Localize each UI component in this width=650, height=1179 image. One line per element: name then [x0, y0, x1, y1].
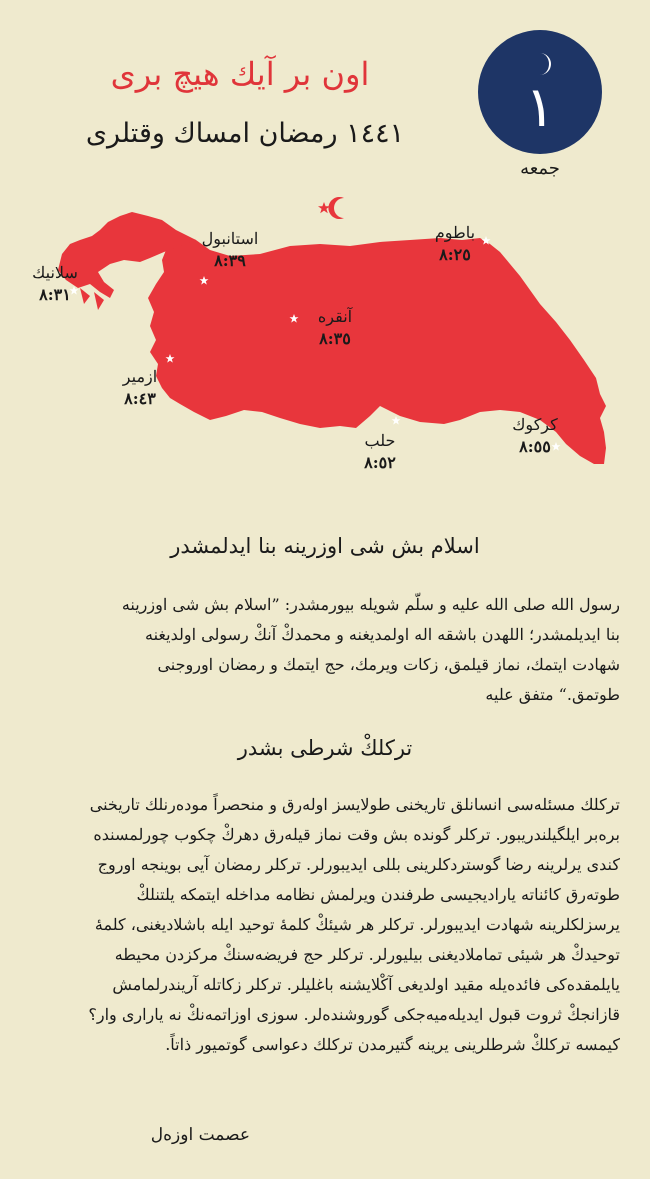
city-batum: [410, 222, 500, 266]
text-line: رسول الله صلى الله عليه و سلّم شويله بيورمشدر: ”اسلام بش شى اوزرينه: [121, 595, 620, 614]
text-line: كندى يرلرينه رضا گوستردكلرينى بللى ايديبورلر. تركلر رمضان آيى بوينجه اوروج: [97, 855, 620, 874]
day-name: جمعه: [520, 158, 560, 179]
day-number: ١: [524, 75, 556, 140]
day-badge: [478, 30, 602, 154]
text-line: بنا ايديلمشدر؛ اللهدن باشقه اله اولمديغنه و محمدكْ آنكْ رسولى اولديغنه: [145, 625, 620, 644]
city-name: استانبول: [201, 229, 259, 248]
text-line: طوتمق.“ متفق عليه: [485, 685, 620, 704]
text-line: تركلك مسئله‌سى انسانلق تاريخنى طولايسز اوله‌رق و منحصراً موده‌رنلك تاريخنى: [89, 795, 620, 814]
section-body-turkishness: [30, 790, 620, 1060]
city-time: ٨:٣٩: [214, 251, 246, 270]
city-name: باطوم: [434, 223, 476, 242]
city-time: ٨:٤٣: [124, 389, 156, 408]
text-line: برەبر ايلگيلندريبور. تركلر گونده بش وقت نماز قيله‌رق دهركْ چكوب چورلمسنده: [93, 825, 620, 844]
city-time: ٨:٢٥: [439, 245, 471, 264]
text-line: توحيدكْ هر شيئى تماملاديغنى بيليورلر. تركلر حج فريضه‌سنكْ مركزدن محيطه: [114, 945, 620, 964]
city-marker-aleppo: [392, 416, 401, 425]
city-time: ٨:٥٥: [519, 437, 551, 456]
city-salonica: [10, 262, 100, 306]
city-time: ٨:٥٢: [364, 453, 396, 472]
crescent-star-icon: [318, 197, 344, 219]
city-name: كركوك: [512, 415, 558, 434]
city-name: آنقره: [317, 307, 353, 326]
text-line: قازانجكْ ثروت قبول ايديله‌ميه‌جكى گوروشنده‌لر. سوزى اوزاتمه‌نكْ نه يارارى وار؟: [88, 1005, 620, 1024]
page-title: اون بر آیك هیچ برى: [110, 55, 370, 93]
city-time: ٨:٣٥: [319, 329, 351, 348]
section-body-pillars: [30, 590, 620, 710]
text-line: طوته‌رق كائناته يارادیجيسى طرفندن ويرلمش نظامه مداخله ايتمكه يلتنلكْ: [136, 885, 620, 904]
text-line: كيمسه تركلكْ شرطلرينى يرينه گتيرمدن تركلك دعواسى گوتميور ذاتاً.: [165, 1035, 620, 1054]
city-name: حلب: [364, 431, 396, 450]
section-title-pillars: اسلام بش شى اوزرينه بنا ايدلمشدر: [170, 534, 480, 558]
text-line: يرسزلكلرينه شهادت ايديبورلر. تركلر هر شيئكْ كلمهٔ توحيد ايله باشلاديغنى، كلمهٔ: [94, 915, 620, 934]
city-istanbul: [180, 228, 280, 272]
city-name: ازمیر: [122, 367, 158, 386]
author-signature: عصمت اوزەل: [150, 1125, 250, 1145]
city-ankara: [290, 306, 380, 350]
text-line: يايلمقده‌كى فائده‌يله مقيد اولديغى آكْلايشنه باغليلر. تركلر زكاتله آريندرلمامش: [112, 975, 620, 994]
city-izmir: [95, 366, 185, 410]
city-name: سلانیك: [32, 263, 78, 282]
city-time: ٨:٣١: [39, 285, 71, 304]
city-aleppo: [335, 430, 425, 474]
page-subtitle: ١٤٤١ رمضان امساك وقتلرى: [85, 118, 405, 149]
section-title-turkishness: تركلكْ شرطى بشدر: [237, 736, 413, 760]
text-line: شهادت ايتمك، نماز قيلمق، زكات ويرمك، حج ايتمك و رمضان اوروجنى: [157, 655, 620, 674]
crescent-moon-icon: [534, 52, 554, 76]
city-kirkuk: [490, 414, 580, 458]
